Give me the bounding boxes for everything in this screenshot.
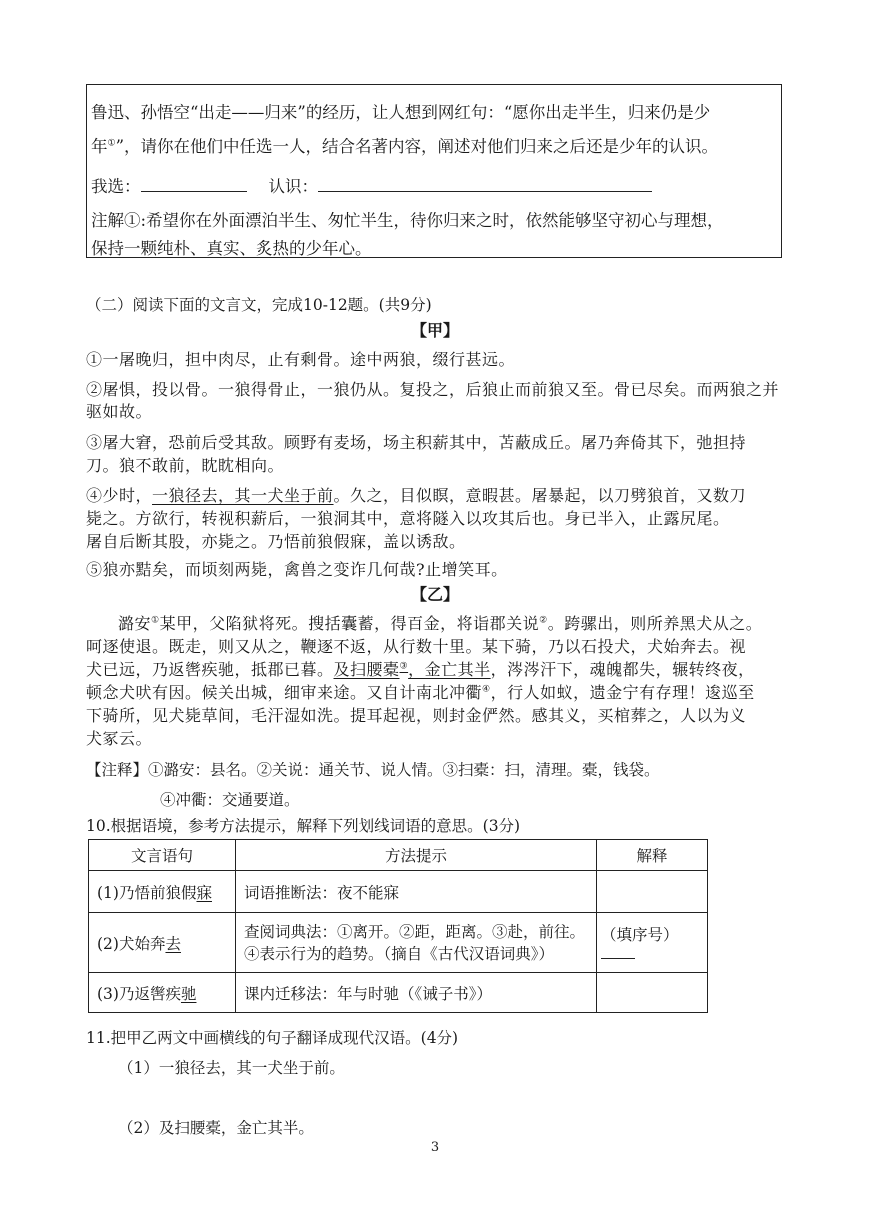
- page-number: 3: [430, 1140, 440, 1155]
- jia-para-2b: 驱如故。: [86, 402, 153, 421]
- table-row: [89, 871, 708, 913]
- row1-answer-cell[interactable]: [597, 871, 708, 913]
- essay-question-box: [86, 84, 782, 258]
- jia-para-5: ⑤狼亦黠矣，而顷刻两毙，禽兽之变诈几何哉?止增笑耳。: [86, 560, 508, 579]
- row2-method: 查阅词典法：①离开。②距，距离。③赴，前往。 ④表示行为的趋势。（摘自《古代汉语词典》）: [236, 913, 597, 973]
- jia-para-4b: 毙之。方欲行，转视积薪后，一狼洞其中，意将隧入以攻其后也。身已半入，止露尻尾。: [86, 509, 730, 528]
- q11-sentence-1: （1）一狼径去，其一犬坐于前。: [118, 1059, 345, 1077]
- row3-method: 课内迁移法：年与时驰（《诫子书》）: [236, 973, 597, 1013]
- yi-title: 【乙】: [410, 585, 459, 604]
- table-row: [89, 913, 708, 973]
- box-line-1: 鲁迅、孙悟空“出走——归来”的经历，让人想到网红句：“愿你出走半生，归来仍是少: [91, 103, 711, 122]
- yi-line-1: 潞安①某甲，父陷狱将死。搜括囊蓄，得百金，将诣郡关说②。跨骡出，则所养黑犬从之。: [118, 614, 763, 633]
- row3-sentence: (3)乃返辔疾驰: [89, 973, 236, 1013]
- q10-stem: 10.根据语境，参考方法提示，解释下列划线词语的意思。(3分): [86, 817, 521, 835]
- know-blank[interactable]: [318, 177, 652, 192]
- q11-sentence-2: （2）及扫腰橐，金亡其半。: [118, 1119, 314, 1137]
- row1-method: 词语推断法：夜不能寐: [236, 871, 597, 913]
- row3-answer-cell[interactable]: [597, 973, 708, 1013]
- jia-para-3: ③屠大窘，恐前后受其敌。顾野有麦场，场主积薪其中，苫蔽成丘。屠乃奔倚其下，弛担持: [86, 433, 747, 452]
- row2-sentence: (2)犬始奔去: [89, 913, 236, 973]
- jia-para-4c: 屠自后断其股，亦毙之。乃悟前狼假寐，盖以诱敌。: [86, 532, 466, 551]
- row1-sentence: (1)乃悟前狼假寐: [89, 871, 236, 913]
- notes-line-2: ④冲衢：交通要道。: [160, 791, 300, 809]
- yi-line-5: 下骑所，见犬毙草间，毛汗湿如洗。提耳起视，则封金俨然。感其义，买棺葬之，人以为义: [86, 706, 747, 725]
- know-label: 认识：: [268, 177, 318, 196]
- yi-line-4: 顿念犬吠有因。候关出城，细审来途。又自计南北冲衢④，行人如蚁，遗金宁有存理！逡巡至: [86, 683, 755, 702]
- yi-line-3: 犬已远，乃返辔疾驰，抵郡已暮。及扫腰橐③，金亡其半，涔涔汗下，魂魄都失，辗转终夜，: [86, 660, 755, 679]
- jia-para-1: ①一屠晚归，担中肉尽，止有剩骨。途中两狼，缀行甚远。: [86, 350, 516, 369]
- q11-stem: 11.把甲乙两文中画横线的句子翻译成现代汉语。(4分): [86, 1029, 459, 1047]
- underlined-sentence-1: 一狼径去，其一犬坐于前: [152, 486, 334, 505]
- jia-para-4: ④少时，一狼径去，其一犬坐于前。久之，目似瞑，意暇甚。屠暴起，以刀劈狼首，又数刀: [86, 486, 747, 505]
- col-header-sentence: 文言语句: [89, 840, 236, 871]
- jia-para-2: ②屠惧，投以骨。一狼得骨止，一狼仍从。复投之，后狼止而前狼又至。骨已尽矣。而两狼之并: [86, 380, 780, 399]
- pick-label: 我选：: [91, 177, 141, 196]
- yi-line-6: 犬冢云。: [86, 729, 153, 748]
- row2-answer-cell[interactable]: （填序号）: [597, 913, 708, 973]
- q10-table: [88, 839, 708, 1013]
- box-note-2: 保持一颗纯朴、真实、炙热的少年心。: [91, 239, 372, 258]
- col-header-answer: 解释: [597, 840, 708, 871]
- table-row: [89, 973, 708, 1013]
- yi-line-2: 呵逐使退。既走，则又从之，鞭逐不返，从行数十里。某下骑，乃以石投犬，犬始奔去。视: [86, 637, 747, 656]
- underlined-sentence-2b: ，金亡其半: [408, 660, 491, 679]
- col-header-method: 方法提示: [236, 840, 597, 871]
- pick-row: [91, 173, 652, 197]
- pick-blank[interactable]: [141, 177, 247, 192]
- jia-title: 【甲】: [410, 321, 459, 340]
- box-line-2: 年①”，请你在他们中任选一人，结合名著内容，阐述对他们归来之后还是少年的认识。: [91, 137, 719, 156]
- underlined-sentence-2a: 及扫腰橐: [333, 660, 400, 679]
- box-note-1: 注解①:希望你在外面漂泊半生、匆忙半生，待你归来之时，依然能够坚守初心与理想，: [91, 211, 724, 230]
- jia-para-3b: 刀。狼不敢前，眈眈相向。: [86, 456, 285, 475]
- section-heading: （二）阅读下面的文言文，完成10-12题。(共9分): [86, 296, 432, 314]
- notes-line-1: 【注释】①潞安：县名。②关说：通关节、说人情。③扫橐：扫，清理。橐，钱袋。: [86, 761, 660, 779]
